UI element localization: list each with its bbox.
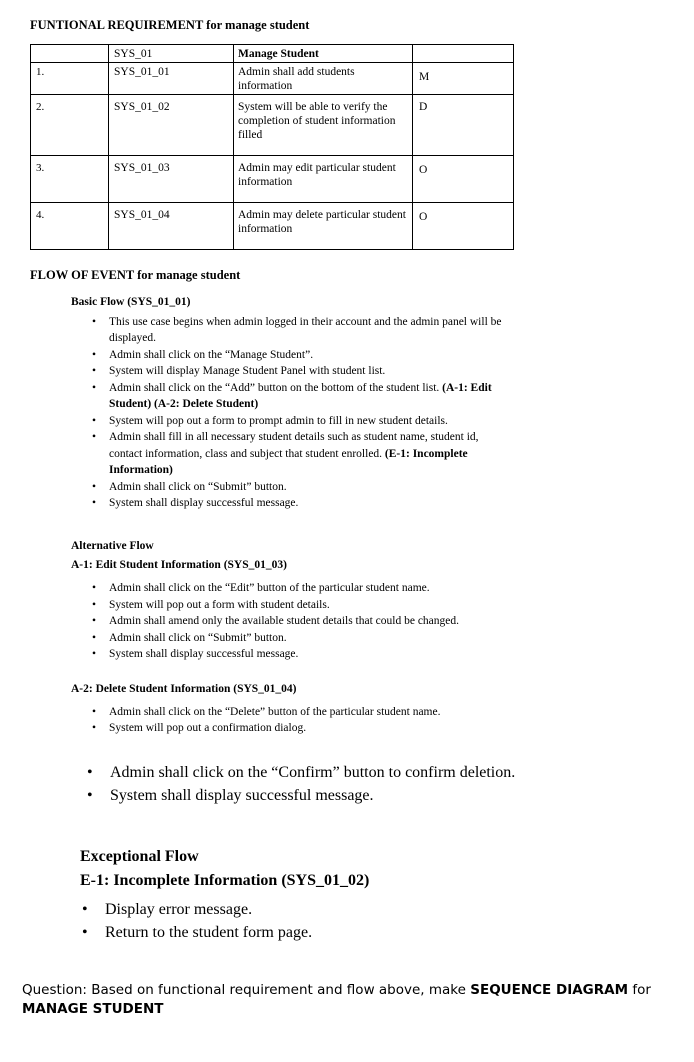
table-row xyxy=(31,95,514,156)
list-item: • Admin shall click on the “Edit” button of the particular student name. xyxy=(109,580,509,597)
header-id: SYS_01 xyxy=(109,45,234,63)
flow-reference: (E-1: Incomplete Information) xyxy=(109,447,468,476)
row-number: 2. xyxy=(31,95,109,156)
bullet-icon: • xyxy=(87,764,93,781)
list-item: • System shall display successful message. xyxy=(109,646,509,663)
list-item: • Admin shall click on “Submit” button. xyxy=(109,479,509,496)
row-id: SYS_01_04 xyxy=(109,203,234,250)
page-title: FUNTIONAL REQUIREMENT for manage student xyxy=(30,18,310,32)
bullet-icon: • xyxy=(87,787,93,804)
row-description: System will be able to verify the completion of student information filled xyxy=(234,95,413,156)
list-item: • System will pop out a form to prompt admin to fill in new student details. xyxy=(109,413,509,430)
list-item: • Admin shall click on the “Manage Student”. xyxy=(109,347,509,364)
row-number: 1. xyxy=(31,63,109,95)
e1-title: E-1: Incomplete Information (SYS_01_02) xyxy=(80,872,370,889)
list-item: • Return to the student form page. xyxy=(105,921,369,944)
a2-section xyxy=(71,681,511,737)
list-item: • Display error message. xyxy=(105,898,369,921)
bullet-icon: • xyxy=(92,431,97,443)
list-item: • System will display Manage Student Panel with student list. xyxy=(109,363,509,380)
row-description: Admin may edit particular student information xyxy=(234,156,413,203)
table-row xyxy=(31,63,514,95)
bullet-icon: • xyxy=(92,381,97,394)
bullet-icon: • xyxy=(92,348,97,361)
list-item: • System shall display successful message. xyxy=(109,495,509,512)
bullet-icon: • xyxy=(82,901,88,918)
bullet-icon: • xyxy=(92,315,97,328)
exceptional-flow-section xyxy=(80,845,369,944)
list-item: • Admin shall click on the “Add” button on the bottom of the student list. (A-1: Edit Student) (A-2: Delete Student) xyxy=(92,381,492,410)
row-priority: D xyxy=(413,95,514,156)
bullet-icon: • xyxy=(92,648,97,660)
table-header-row xyxy=(31,45,514,63)
list-item: • System will pop out a confirmation dialog. xyxy=(109,720,509,737)
exceptional-flow-title: Exceptional Flow xyxy=(80,848,199,865)
bullet-icon: • xyxy=(92,497,97,509)
bullet-icon: • xyxy=(92,414,97,427)
alt-flow-title: Alternative Flow xyxy=(71,540,154,552)
row-priority: M xyxy=(413,63,514,95)
list-item: • Admin shall click on the “Confirm” button to confirm deletion. xyxy=(110,761,515,784)
flow-reference: (A-1: Edit Student) (A-2: Delete Student) xyxy=(109,381,492,410)
list-item: • Admin shall amend only the available student details that could be changed. xyxy=(109,613,509,630)
bullet-icon: • xyxy=(92,598,97,611)
requirements-table xyxy=(30,44,514,250)
list-item: • Admin shall fill in all necessary student details such as student name, student id, contact information, class and subject that student enrolled. (E-1: Incomplete Information) xyxy=(92,431,479,476)
row-id: SYS_01_01 xyxy=(109,63,234,95)
a1-title: A-1: Edit Student Information (SYS_01_03) xyxy=(71,558,287,571)
list-item: • System shall display successful message. xyxy=(110,784,515,807)
list-item: • Admin shall click on “Submit” button. xyxy=(109,630,509,647)
a2-title: A-2: Delete Student Information (SYS_01_04) xyxy=(71,683,297,695)
row-number: 4. xyxy=(31,203,109,250)
row-id: SYS_01_03 xyxy=(109,156,234,203)
bullet-icon: • xyxy=(82,924,88,941)
table-row xyxy=(31,156,514,203)
bullet-icon: • xyxy=(92,582,97,594)
row-priority: O xyxy=(413,203,514,250)
bullet-icon: • xyxy=(92,705,97,718)
header-name: Manage Student xyxy=(234,45,413,63)
bullet-icon: • xyxy=(92,615,97,627)
basic-flow-title: Basic Flow (SYS_01_01) xyxy=(71,296,191,308)
list-item: • This use case begins when admin logged in their account and the admin panel will be displayed. xyxy=(92,315,502,344)
row-priority: O xyxy=(413,156,514,203)
bullet-icon: • xyxy=(92,722,97,734)
row-description: Admin shall add students information xyxy=(234,63,413,95)
list-item: • Admin shall click on the “Delete” button of the particular student name. xyxy=(109,704,509,721)
alternative-flow-section xyxy=(71,538,511,663)
row-id: SYS_01_02 xyxy=(109,95,234,156)
table-row xyxy=(31,203,514,250)
list-item: • System will pop out a form with student details. xyxy=(109,597,509,614)
bullet-icon: • xyxy=(92,480,97,493)
row-number: 3. xyxy=(31,156,109,203)
a2-large-section xyxy=(87,761,516,807)
row-description: Admin may delete particular student information xyxy=(234,203,413,250)
question-text: Question: Based on functional requirement and flow above, make SEQUENCE DIAGRAM for MANAGE STUDENT xyxy=(22,982,651,1017)
flow-title: FLOW OF EVENT for manage student xyxy=(30,268,241,282)
bullet-icon: • xyxy=(92,631,97,644)
bullet-icon: • xyxy=(92,365,97,377)
basic-flow-section xyxy=(71,294,511,512)
